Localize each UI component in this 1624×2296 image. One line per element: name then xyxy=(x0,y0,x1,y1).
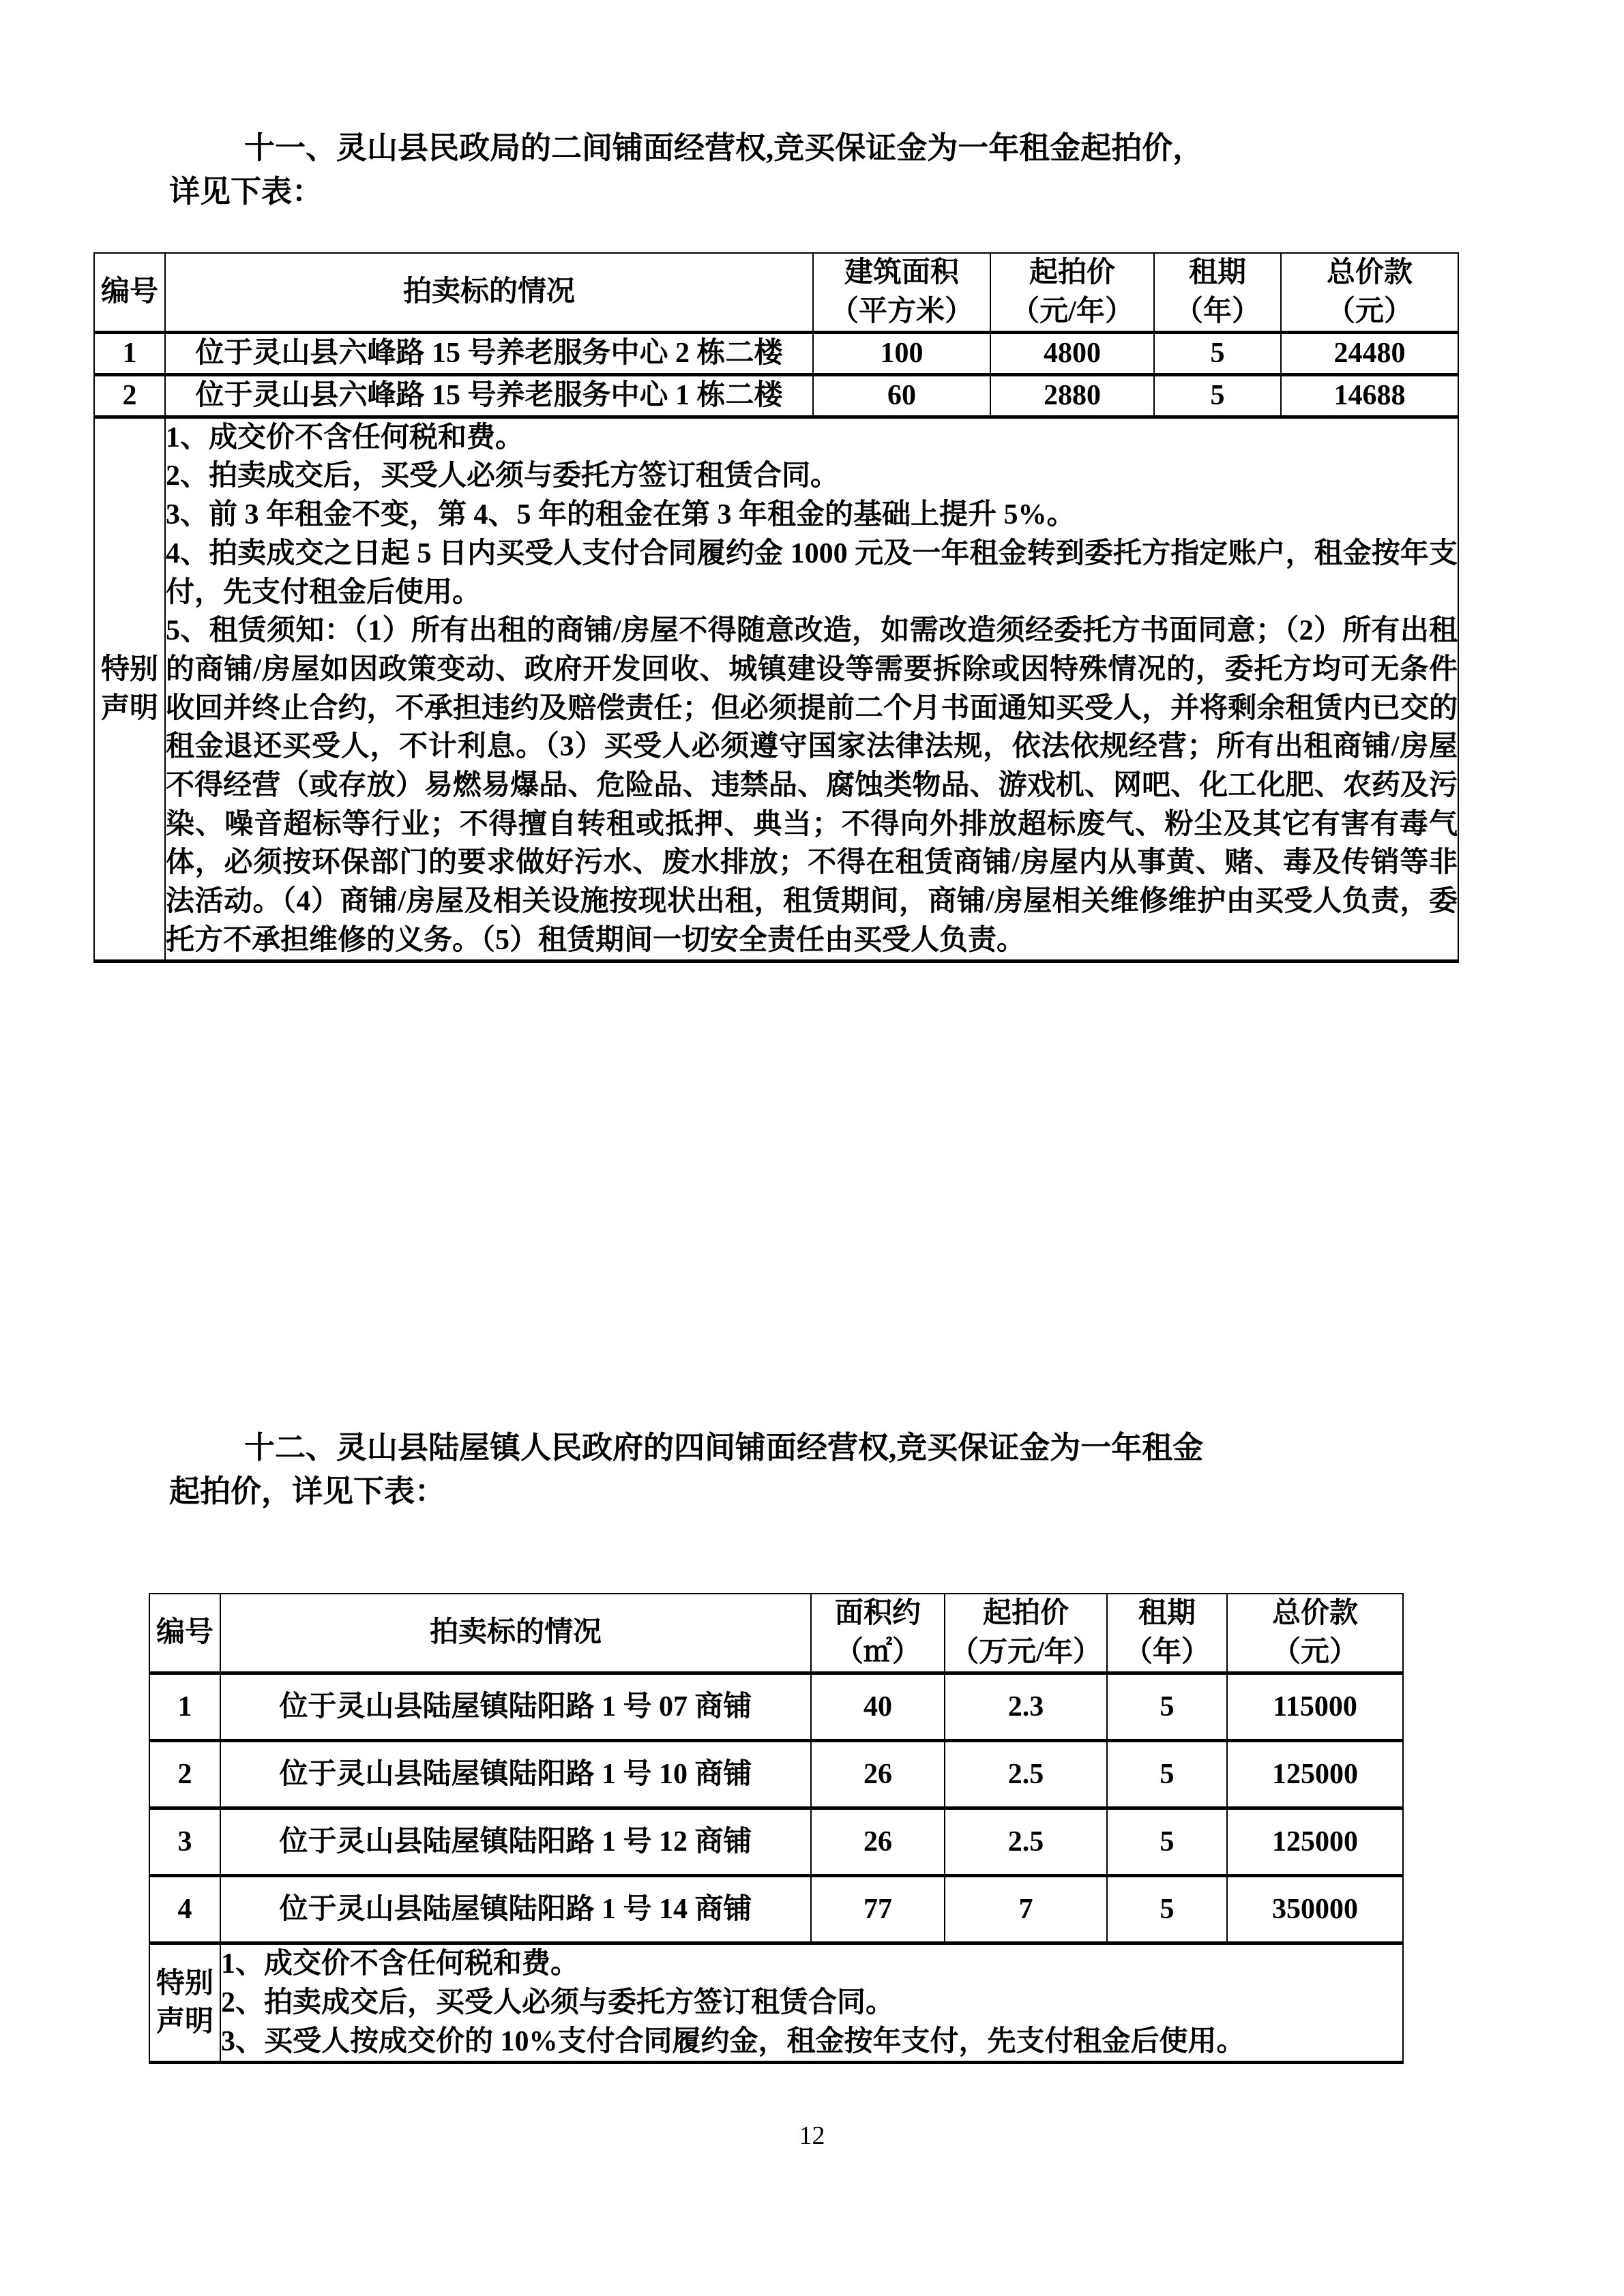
header-total-line2: （元） xyxy=(1326,295,1413,327)
row-description: 位于灵山县陆屋镇陆阳路 1 号 10 商铺 xyxy=(220,1741,811,1808)
table-row xyxy=(149,1876,1403,1943)
row-term: 5 xyxy=(1107,1741,1227,1808)
table-row xyxy=(149,1808,1403,1876)
section-twelve-heading-line1: 十二、灵山县陆屋镇人民政府的四间铺面经营权,竞买保证金为一年租金 xyxy=(244,1431,1204,1465)
header-no: 编号 xyxy=(94,253,165,333)
row-area: 100 xyxy=(813,333,990,375)
table-row xyxy=(149,1741,1403,1808)
row-area: 26 xyxy=(811,1741,945,1808)
header-start-price xyxy=(990,253,1154,333)
statement-item: 4、拍卖成交之日起 5 日内买受人支付合同履约金 1000 元及一年租金转到委托方指定账户，租金按年支付，先支付租金后使用。 xyxy=(166,537,1458,608)
header-total-line2: （元） xyxy=(1271,1636,1358,1668)
special-statement-body xyxy=(220,1943,1403,2063)
special-statement-label-line2: 声明 xyxy=(100,692,158,724)
table-row xyxy=(94,375,1458,417)
row-area: 77 xyxy=(811,1876,945,1943)
table-header-row xyxy=(149,1594,1403,1673)
row-no: 4 xyxy=(149,1876,220,1943)
header-start-price xyxy=(945,1594,1107,1673)
special-statement-row xyxy=(94,417,1458,961)
row-term: 5 xyxy=(1107,1876,1227,1943)
row-description: 位于灵山县六峰路 15 号养老服务中心 1 栋二楼 xyxy=(165,375,813,417)
section-twelve-heading-line2: 起拍价，详见下表： xyxy=(169,1474,446,1508)
header-term-line1: 租期 xyxy=(1188,257,1246,288)
page-number: 12 xyxy=(799,2121,825,2150)
row-description: 位于灵山县陆屋镇陆阳路 1 号 12 商铺 xyxy=(220,1808,811,1876)
table-header-row xyxy=(94,253,1458,333)
section-twelve-heading xyxy=(169,1427,1465,1514)
header-term-line2: （年） xyxy=(1123,1636,1210,1668)
row-term: 5 xyxy=(1154,375,1281,417)
statement-item: 2、拍卖成交后，买受人必须与委托方签订租赁合同。 xyxy=(166,460,840,492)
header-start-price-line1: 起拍价 xyxy=(982,1598,1069,1629)
header-total-line1: 总价款 xyxy=(1271,1598,1358,1629)
header-area-line1: 面积约 xyxy=(834,1598,921,1629)
header-term-line2: （年） xyxy=(1174,295,1260,327)
special-statement-row xyxy=(149,1943,1403,2063)
statement-item: 1、成交价不含任何税和费。 xyxy=(221,1948,580,1980)
row-start-price: 2.5 xyxy=(945,1741,1107,1808)
header-term xyxy=(1107,1594,1227,1673)
auction-table-twelve xyxy=(149,1593,1404,2064)
row-area: 40 xyxy=(811,1673,945,1741)
special-statement-label xyxy=(94,417,165,961)
special-statement-label-line2: 声明 xyxy=(156,2006,213,2038)
row-start-price: 2.3 xyxy=(945,1673,1107,1741)
special-statement-label-line1: 特别 xyxy=(156,1967,213,1999)
header-total-line1: 总价款 xyxy=(1326,257,1413,288)
row-start-price: 2880 xyxy=(990,375,1154,417)
header-no: 编号 xyxy=(149,1594,220,1673)
header-description: 拍卖标的情况 xyxy=(220,1594,811,1673)
row-description: 位于灵山县陆屋镇陆阳路 1 号 07 商铺 xyxy=(220,1673,811,1741)
row-total: 14688 xyxy=(1281,375,1458,417)
row-total: 115000 xyxy=(1227,1673,1403,1741)
row-description: 位于灵山县六峰路 15 号养老服务中心 2 栋二楼 xyxy=(165,333,813,375)
row-term: 5 xyxy=(1154,333,1281,375)
table-row xyxy=(149,1673,1403,1741)
special-statement-label-line1: 特别 xyxy=(100,653,158,685)
header-term-line1: 租期 xyxy=(1138,1598,1196,1629)
header-area xyxy=(813,253,990,333)
header-start-price-line2: （万元/年） xyxy=(950,1636,1102,1668)
row-term: 5 xyxy=(1107,1673,1227,1741)
special-statement-label xyxy=(149,1943,220,2063)
header-description: 拍卖标的情况 xyxy=(165,253,813,333)
table-row xyxy=(94,333,1458,375)
header-term xyxy=(1154,253,1281,333)
header-start-price-line1: 起拍价 xyxy=(1029,257,1115,288)
header-area xyxy=(811,1594,945,1673)
header-area-line2: （㎡） xyxy=(834,1636,921,1668)
section-eleven-heading xyxy=(169,127,1465,214)
row-total: 350000 xyxy=(1227,1876,1403,1943)
row-description: 位于灵山县陆屋镇陆阳路 1 号 14 商铺 xyxy=(220,1876,811,1943)
row-area: 26 xyxy=(811,1808,945,1876)
row-start-price: 2.5 xyxy=(945,1808,1107,1876)
auction-table-eleven xyxy=(93,252,1459,963)
row-no: 2 xyxy=(149,1741,220,1808)
statement-item: 2、拍卖成交后，买受人必须与委托方签订租赁合同。 xyxy=(221,1987,895,2019)
statement-item: 3、前 3 年租金不变，第 4、5 年的租金在第 3 年租金的基础上提升 5%。 xyxy=(166,499,1076,531)
row-no: 1 xyxy=(94,333,165,375)
statement-item: 1、成交价不含任何税和费。 xyxy=(166,421,525,453)
statement-item: 5、租赁须知：（1）所有出租的商铺/房屋不得随意改造，如需改造须经委托方书面同意；（2）所有出租的商铺/房屋如因政策变动、政府开发回收、城镇建设等需要拆除或因特殊情况的，委托方均可无条件收回并终止合约，不承担违约及赔偿责任；但必须提前二个月书面通知买受人，并将剩余租赁内已交的租金退还买受人，不计利息。（3）买受人必须遵守国家法律法规，依法依规经营；所有出租商铺/房屋不得经营（或存放）易燃易爆品、危险品、违禁品、腐蚀类物品、游戏机、网吧、化工化肥、农药及污染、噪音超标等行业；不得擅自转租或抵押、典当；不得向外排放超标废气、粉尘及其它有害有毒气体，必须按环保部门的要求做好污水、废水排放；不得在租赁商铺/房屋内从事黄、赌、毒及传销等非法活动。（4）商铺/房屋及相关设施按现状出租，租赁期间，商铺/房屋相关维修维护由买受人负责，委托方不承担维修的义务。（5）租赁期间一切安全责任由买受人负责。 xyxy=(166,615,1458,956)
row-no: 1 xyxy=(149,1673,220,1741)
row-total: 125000 xyxy=(1227,1741,1403,1808)
row-start-price: 7 xyxy=(945,1876,1107,1943)
statement-item: 3、买受人按成交价的 10%支付合同履约金，租金按年支付，先支付租金后使用。 xyxy=(221,2025,1245,2057)
row-area: 60 xyxy=(813,375,990,417)
row-start-price: 4800 xyxy=(990,333,1154,375)
header-total xyxy=(1281,253,1458,333)
section-eleven-heading-line2: 详见下表： xyxy=(169,174,323,209)
row-no: 3 xyxy=(149,1808,220,1876)
row-term: 5 xyxy=(1107,1808,1227,1876)
header-start-price-line2: （元/年） xyxy=(1011,295,1134,327)
header-total xyxy=(1227,1594,1403,1673)
row-total: 24480 xyxy=(1281,333,1458,375)
row-total: 125000 xyxy=(1227,1808,1403,1876)
header-area-line1: 建筑面积 xyxy=(844,257,959,288)
section-eleven-heading-line1: 十一、灵山县民政局的二间铺面经营权,竞买保证金为一年租金起拍价， xyxy=(244,131,1204,165)
header-area-line2: （平方米） xyxy=(829,295,973,327)
row-no: 2 xyxy=(94,375,165,417)
special-statement-body xyxy=(165,417,1458,961)
